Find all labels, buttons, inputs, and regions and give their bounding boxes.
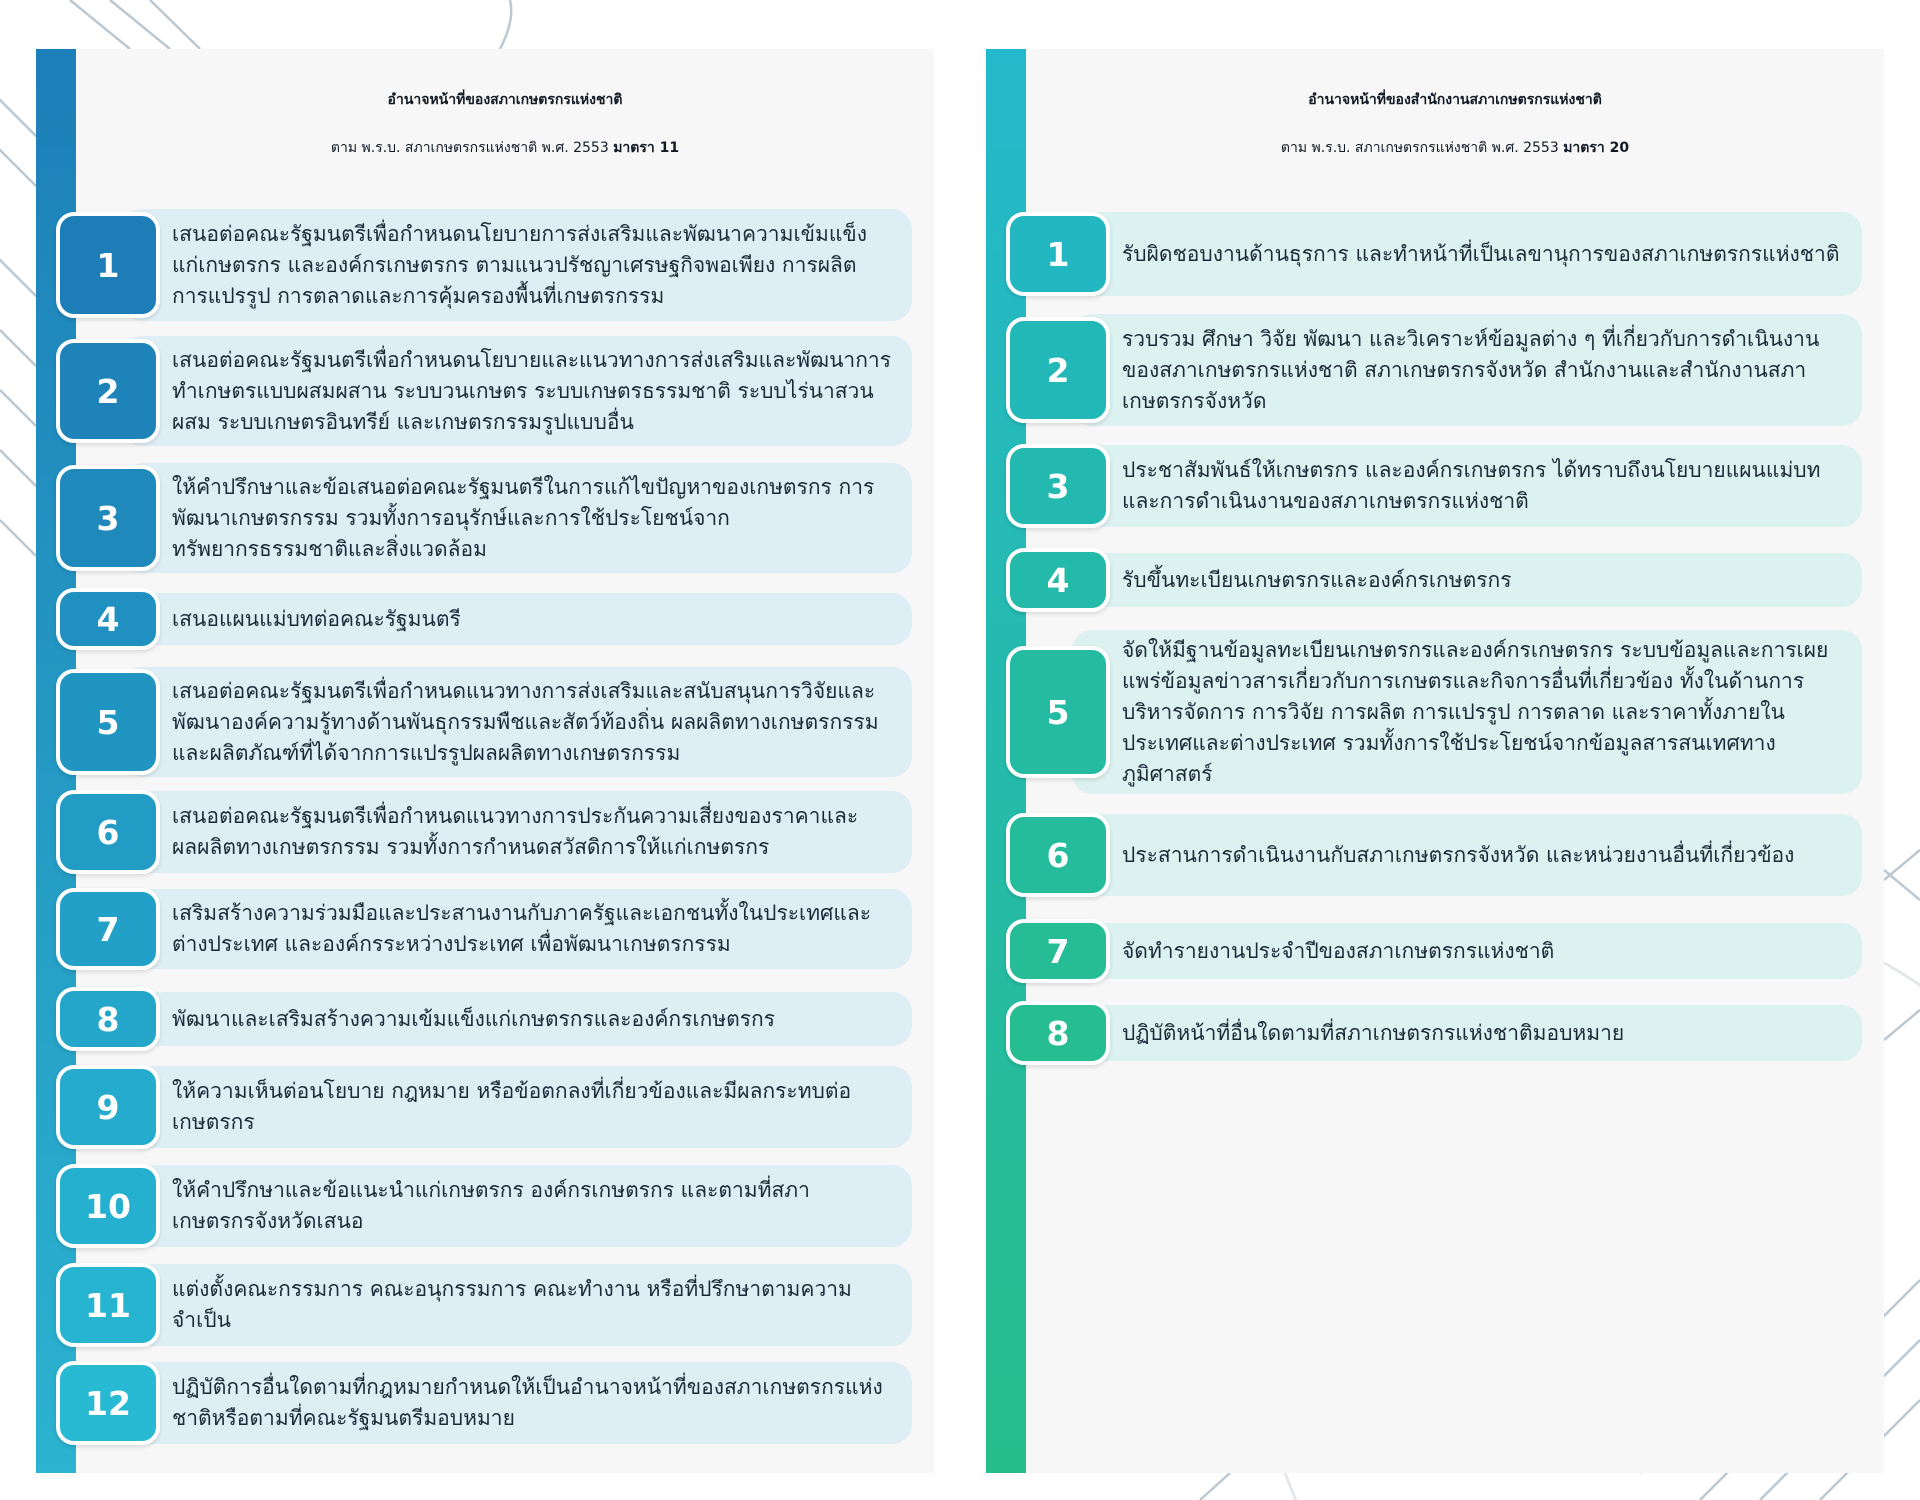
right-panel-title: อำนาจหน้าที่ของสำนักงานสภาเกษตรกรแห่งชาติ — [1308, 92, 1602, 108]
duty-item-text: จัดให้มีฐานข้อมูลทะเบียนเกษตรกรและองค์กรเกษตรกร ระบบข้อมูลและการเผยแพร่ข้อมูลข่าวสารเกี่ยวกับการเกษตรและกิจการอื่นที่เกี่ยวข้อง ทั้งในด้านการบริหารจัดการ การวิจัย การผลิต การแปรรูป การตลาด และราคาทั้งภายในประเทศและต่างประเทศ รวมทั้งการใช้ประโยชน์จากข้อมูลสารสนเทศทางภูมิศาสตร์ — [1072, 630, 1862, 794]
duty-item-text: ให้คำปรึกษาและข้อแนะนำแก่เกษตรกร องค์กรเกษตรกร และตามที่สภาเกษตรกรจังหวัดเสนอ — [122, 1165, 912, 1247]
duty-item-text: พัฒนาและเสริมสร้างความเข้มแข็งแก่เกษตรกรและองค์กรเกษตรกร — [122, 992, 912, 1046]
duty-item — [56, 987, 912, 1051]
duty-item-number-badge: 3 — [56, 465, 160, 571]
duty-item-number-badge: 2 — [1006, 317, 1110, 423]
right-panel-header — [1026, 77, 1884, 173]
left-panel-title: อำนาจหน้าที่ของสภาเกษตรกรแห่งชาติ — [387, 92, 623, 108]
duty-item-text: รวบรวม ศึกษา วิจัย พัฒนา และวิเคราะห์ข้อมูลต่าง ๆ ที่เกี่ยวกับการดำเนินงานของสภาเกษตรกรแห่งชาติ สภาเกษตรกรจังหวัด สำนักงานและสำนักงานสภาเกษตรกรจังหวัด — [1072, 314, 1862, 426]
duty-item-number-badge: 1 — [56, 212, 160, 318]
duty-item — [1006, 1001, 1862, 1065]
duty-item-text: แต่งตั้งคณะกรรมการ คณะอนุกรรมการ คณะทำงาน หรือที่ปรึกษาตามความจำเป็น — [122, 1264, 912, 1346]
duty-item — [56, 1164, 912, 1248]
right-panel-subtitle — [1026, 123, 1884, 173]
duty-item — [56, 588, 912, 650]
left-panel-subtitle — [76, 123, 934, 173]
right-subtitle-prefix: ตาม พ.ร.บ. สภาเกษตรกรแห่งชาติ พ.ศ. 2553 — [1280, 140, 1564, 156]
duty-item-number-badge: 2 — [56, 339, 160, 443]
duty-item-number-badge: 8 — [56, 987, 160, 1051]
duty-item-text: เสริมสร้างความร่วมมือและประสานงานกับภาครัฐและเอกชนทั้งในประเทศและต่างประเทศ และองค์กรระหว่างประเทศ เพื่อพัฒนาเกษตรกรรม — [122, 889, 912, 969]
duty-item-number-badge: 11 — [56, 1263, 160, 1347]
duty-item-text: ปฏิบัติหน้าที่อื่นใดตามที่สภาเกษตรกรแห่งชาติมอบหมาย — [1072, 1005, 1862, 1061]
duty-item — [1006, 212, 1862, 296]
duty-item — [56, 1263, 912, 1347]
duty-item-number-badge: 3 — [1006, 444, 1110, 528]
left-panel-header — [76, 77, 934, 173]
duty-item — [56, 336, 912, 446]
left-subtitle-section: มาตรา 11 — [613, 140, 680, 156]
duty-item — [56, 888, 912, 970]
duty-item — [56, 667, 912, 777]
duty-item — [1006, 444, 1862, 528]
left-subtitle-prefix: ตาม พ.ร.บ. สภาเกษตรกรแห่งชาติ พ.ศ. 2553 — [330, 140, 614, 156]
left-panel-council-duties — [36, 49, 934, 1473]
duty-item-number-badge: 12 — [56, 1361, 160, 1445]
duty-item-number-badge: 6 — [1006, 813, 1110, 897]
duty-item-number-badge: 4 — [56, 588, 160, 650]
duty-item — [56, 463, 912, 573]
duty-item-number-badge: 9 — [56, 1065, 160, 1149]
duty-item-text: รับขึ้นทะเบียนเกษตรกรและองค์กรเกษตรกร — [1072, 553, 1862, 607]
duty-item-text: ปฏิบัติการอื่นใดตามที่กฎหมายกำหนดให้เป็นอำนาจหน้าที่ของสภาเกษตรกรแห่งชาติหรือตามที่คณะรัฐมนตรีมอบหมาย — [122, 1362, 912, 1444]
duty-item-text: จัดทำรายงานประจำปีของสภาเกษตรกรแห่งชาติ — [1072, 923, 1862, 979]
duty-item-number-badge: 1 — [1006, 212, 1110, 296]
duty-item-number-badge: 7 — [56, 888, 160, 970]
duty-item-text: เสนอต่อคณะรัฐมนตรีเพื่อกำหนดแนวทางการประกันความเสี่ยงของราคาและผลผลิตทางเกษตรกรรม รวมทั้งการกำหนดสวัสดิการให้แก่เกษตรกร — [122, 791, 912, 873]
duty-item — [56, 1361, 912, 1445]
duty-item-number-badge: 5 — [56, 669, 160, 775]
duty-item-text: เสนอต่อคณะรัฐมนตรีเพื่อกำหนดนโยบายและแนวทางการส่งเสริมและพัฒนาการทำเกษตรแบบผสมผสาน ระบบวนเกษตร ระบบเกษตรธรรมชาติ ระบบไร่นาสวนผสม ระบบเกษตรอินทรีย์ และเกษตรกรรมรูปแบบอื่น — [122, 336, 912, 446]
duty-item-number-badge: 6 — [56, 790, 160, 874]
duty-item-text: ประชาสัมพันธ์ให้เกษตรกร และองค์กรเกษตรกร ได้ทราบถึงนโยบายแผนแม่บทและการดำเนินงานของสภาเกษตรกรแห่งชาติ — [1072, 445, 1862, 527]
duty-item — [1006, 314, 1862, 426]
duty-item-text: เสนอต่อคณะรัฐมนตรีเพื่อกำหนดแนวทางการส่งเสริมและสนับสนุนการวิจัยและพัฒนาองค์ความรู้ทางด้านพันธุกรรมพืชและสัตว์ท้องถิ่น ผลผลิตทางเกษตรกรรม และผลิตภัณฑ์ที่ได้จากการแปรรูปผลผลิตทางเกษตรกรรม — [122, 667, 912, 777]
duty-item-text: ให้ความเห็นต่อนโยบาย กฎหมาย หรือข้อตกลงที่เกี่ยวข้องและมีผลกระทบต่อเกษตรกร — [122, 1066, 912, 1148]
duty-item — [1006, 630, 1862, 794]
duty-item — [1006, 548, 1862, 612]
duty-item-number-badge: 7 — [1006, 919, 1110, 983]
duty-item-text: ให้คำปรึกษาและข้อเสนอต่อคณะรัฐมนตรีในการแก้ไขปัญหาของเกษตรกร การพัฒนาเกษตรกรรม รวมทั้งการอนุรักษ์และการใช้ประโยชน์จากทรัพยากรธรรมชาติและสิ่งแวดล้อม — [122, 463, 912, 573]
right-panel-office-duties — [986, 49, 1884, 1473]
duty-item-text: รับผิดชอบงานด้านธุรการ และทำหน้าที่เป็นเลขานุการของสภาเกษตรกรแห่งชาติ — [1072, 212, 1862, 296]
right-subtitle-section: มาตรา 20 — [1563, 140, 1630, 156]
duty-item — [1006, 919, 1862, 983]
duty-item — [56, 209, 912, 321]
duty-item-text: เสนอแผนแม่บทต่อคณะรัฐมนตรี — [122, 593, 912, 645]
duty-item-number-badge: 8 — [1006, 1001, 1110, 1065]
duty-item — [1006, 813, 1862, 897]
duty-item-number-badge: 10 — [56, 1164, 160, 1248]
duty-item — [56, 790, 912, 874]
duty-item-text: เสนอต่อคณะรัฐมนตรีเพื่อกำหนดนโยบายการส่งเสริมและพัฒนาความเข้มแข็งแก่เกษตรกร และองค์กรเกษตรกร ตามแนวปรัชญาเศรษฐกิจพอเพียง การผลิต การแปรรูป การตลาดและการคุ้มครองพื้นที่เกษตรกรรม — [122, 209, 912, 321]
duty-item — [56, 1065, 912, 1149]
duty-item-number-badge: 5 — [1006, 646, 1110, 778]
duty-item-text: ประสานการดำเนินงานกับสภาเกษตรกรจังหวัด และหน่วยงานอื่นที่เกี่ยวข้อง — [1072, 814, 1862, 896]
duty-item-number-badge: 4 — [1006, 548, 1110, 612]
